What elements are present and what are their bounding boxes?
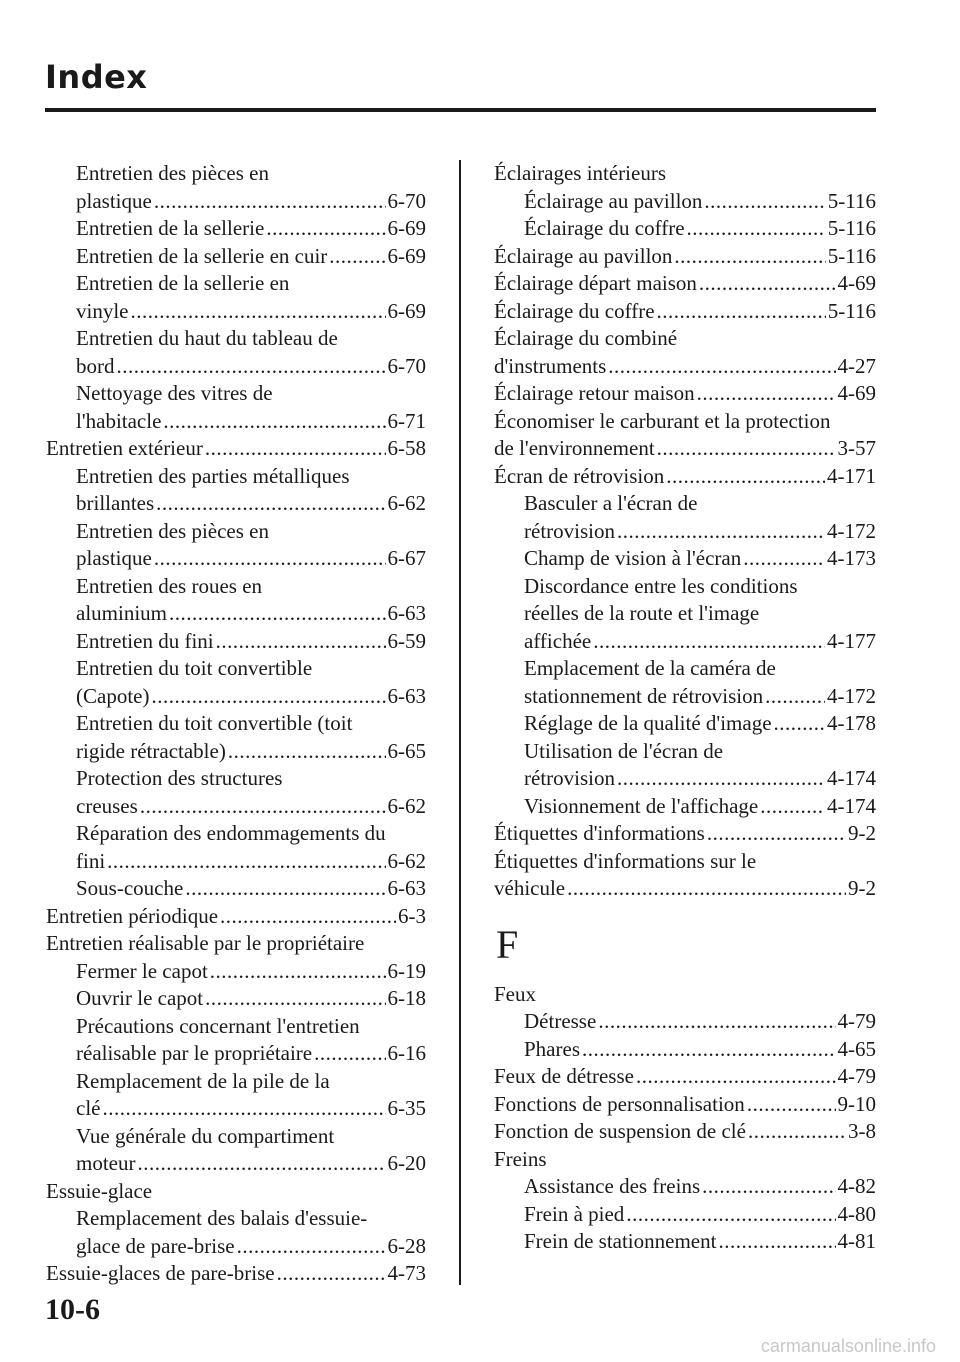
entry-text: réalisable par le propriétaire	[76, 1041, 313, 1065]
entry-text: Entretien extérieur	[46, 436, 203, 460]
page-reference: 4-174	[827, 766, 876, 790]
entry-text: Frein de stationnement	[524, 1229, 717, 1253]
index-subentry	[494, 738, 876, 793]
index-entry	[494, 380, 876, 408]
entry-text: Éclairage du coffre	[494, 298, 655, 323]
dot-leader	[774, 710, 825, 738]
page-reference: 6-62	[387, 793, 426, 818]
dot-leader	[593, 628, 825, 656]
index-subentry	[46, 325, 426, 380]
dot-leader	[102, 1095, 385, 1123]
entry-text: réelles de la route et l'image	[524, 601, 760, 625]
entry-text: Utilisation de l'écran de	[524, 738, 724, 763]
dot-leader	[266, 215, 385, 243]
page-reference: 4-81	[837, 1229, 876, 1253]
page-reference: 3-8	[848, 1119, 876, 1143]
entry-text: Remplacement des balais d'essuie-	[76, 1206, 368, 1230]
entry-text: Ouvrir le capot	[76, 986, 204, 1010]
page-reference: 5-116	[827, 243, 876, 268]
dot-leader	[747, 1091, 836, 1119]
header-rule	[45, 108, 876, 112]
page-reference: 5-116	[827, 216, 876, 240]
index-subentry	[46, 518, 426, 573]
entry-text: Protection des structures	[76, 766, 283, 790]
entry-text: Basculer a l'écran de	[524, 491, 698, 515]
page-reference: 4-27	[837, 353, 876, 378]
dot-leader	[277, 1260, 386, 1288]
entry-text: de l'environnement	[494, 436, 655, 460]
entry-text: Fermer le capot	[76, 958, 208, 983]
entry-text: Feux de détresse	[494, 1064, 634, 1088]
dot-leader	[748, 1118, 846, 1146]
page-reference: 4-80	[837, 1201, 876, 1226]
page-reference: 4-177	[827, 628, 876, 653]
index-subentry	[46, 1205, 426, 1260]
entry-text: plastique	[76, 546, 152, 570]
index-subentry	[494, 710, 876, 738]
page-number: 10-6	[45, 1293, 100, 1326]
entry-text: Entretien du haut du tableau de	[76, 326, 338, 350]
dot-leader	[666, 463, 825, 491]
index-subentry	[494, 573, 876, 656]
entry-text: rétrovision	[524, 518, 615, 543]
index-subentry	[46, 710, 426, 765]
index-subentry	[46, 1068, 426, 1123]
entry-text: Emplacement de la caméra de	[524, 656, 776, 680]
index-entry	[494, 820, 876, 848]
dot-leader	[117, 353, 386, 381]
index-entry	[494, 1118, 876, 1146]
entry-text: Entretien des roues en	[76, 573, 263, 598]
index-subentry	[494, 1173, 876, 1201]
entry-text: rétrovision	[524, 766, 615, 790]
entry-text: Entretien du toit convertible (toit	[76, 711, 353, 735]
index-subentry	[46, 215, 426, 243]
entry-text: Entretien réalisable par le propriétaire	[46, 931, 365, 955]
page-reference: 6-35	[387, 1096, 426, 1120]
index-entry	[494, 981, 876, 1009]
page-reference: 4-69	[837, 271, 876, 295]
entry-text: plastique	[76, 188, 152, 213]
dot-leader	[718, 1228, 835, 1256]
index-entry	[494, 1063, 876, 1091]
entry-text: Remplacement de la pile de la	[76, 1068, 330, 1093]
dot-leader	[657, 435, 836, 463]
column-divider	[459, 160, 461, 1285]
dot-leader	[154, 545, 386, 573]
page-reference: 4-82	[837, 1174, 876, 1198]
entry-text: Éclairage du coffre	[524, 216, 685, 240]
entry-text: Discordance entre les conditions	[524, 573, 798, 598]
entry-text: Précautions concernant l'entretien	[76, 1013, 360, 1038]
dot-leader	[697, 380, 836, 408]
dot-leader	[314, 1040, 385, 1068]
index-subentry	[46, 1123, 426, 1178]
page-reference: 6-63	[387, 683, 426, 708]
entry-text: fini	[76, 848, 106, 873]
index-subentry	[46, 628, 426, 656]
dot-leader	[674, 243, 825, 271]
index-entry	[46, 903, 426, 931]
dot-leader	[137, 1150, 385, 1178]
dot-leader	[169, 600, 386, 628]
index-subentry	[46, 160, 426, 215]
dot-leader	[765, 683, 825, 711]
index-entry	[494, 270, 876, 298]
entry-text: clé	[76, 1096, 101, 1120]
page-reference: 4-173	[827, 546, 876, 570]
entry-text: Phares	[524, 1036, 580, 1061]
index-subentry	[46, 875, 426, 903]
page-reference: 4-65	[837, 1036, 876, 1061]
page-reference: 4-172	[827, 518, 876, 543]
entry-text: brillantes	[76, 491, 155, 515]
entry-text: Fonctions de personnalisation	[494, 1091, 745, 1116]
entry-text: l'habitacle	[76, 408, 162, 433]
page-reference: 4-73	[387, 1261, 426, 1285]
index-subentry	[494, 1008, 876, 1036]
dot-leader	[154, 188, 386, 216]
dot-leader	[743, 545, 825, 573]
index-subentry	[46, 270, 426, 325]
entry-text: vinyle	[76, 298, 129, 323]
dot-leader	[156, 490, 385, 518]
entry-text: Éclairage du combiné	[494, 326, 678, 350]
entry-text: véhicule	[494, 876, 566, 900]
page-reference: 9-10	[837, 1091, 876, 1116]
index-entry	[494, 160, 876, 188]
page-reference: 5-116	[827, 298, 876, 323]
entry-text: Entretien de la sellerie	[76, 216, 265, 240]
page-reference: 6-59	[387, 628, 426, 653]
entry-text: Éclairage au pavillon	[524, 188, 703, 213]
page-reference: 4-79	[837, 1064, 876, 1088]
index-subentry	[494, 188, 876, 216]
entry-text: Détresse	[524, 1009, 597, 1033]
entry-text: Essuie-glaces de pare-brise	[46, 1261, 275, 1285]
page-reference: 6-58	[387, 436, 426, 460]
entry-text: Éclairage retour maison	[494, 381, 695, 405]
page-reference: 6-65	[387, 738, 426, 763]
dot-leader	[205, 435, 386, 463]
section-letter: F	[496, 921, 519, 967]
page-reference: 6-19	[387, 958, 426, 983]
entry-text: Entretien du fini	[76, 628, 214, 653]
dot-leader	[220, 903, 396, 931]
dot-leader	[131, 298, 386, 326]
entry-text: Entretien du toit convertible	[76, 656, 313, 680]
index-entry	[494, 463, 876, 491]
entry-text: Freins	[494, 1146, 547, 1171]
entry-text: Feux	[494, 981, 536, 1006]
index-entry	[494, 408, 876, 463]
index-subentry	[46, 958, 426, 986]
page-reference: 6-62	[387, 848, 426, 873]
page-reference: 4-79	[837, 1009, 876, 1033]
entry-text: d'instruments	[494, 353, 607, 378]
index-subentry	[46, 380, 426, 435]
index-subentry	[46, 243, 426, 271]
entry-text: stationnement de rétrovision	[524, 683, 764, 708]
page-reference: 9-2	[848, 821, 876, 845]
entry-text: Économiser le carburant et la protection	[494, 408, 831, 433]
dot-leader	[598, 1008, 835, 1036]
dot-leader	[140, 793, 386, 821]
left-column	[46, 160, 426, 1288]
index-subentry	[494, 1036, 876, 1064]
dot-leader	[228, 738, 386, 766]
dot-leader	[237, 1233, 386, 1261]
dot-leader	[567, 875, 846, 903]
index-subentry	[494, 1201, 876, 1229]
page-reference: 6-71	[387, 408, 426, 433]
index-entry	[46, 1260, 426, 1288]
entry-text: Réparation des endommagements du	[76, 821, 386, 845]
index-entry	[46, 1178, 426, 1206]
index-entry	[494, 1091, 876, 1119]
dot-leader	[699, 270, 836, 298]
dot-leader	[608, 353, 835, 381]
entry-text: Éclairages intérieurs	[494, 161, 666, 185]
entry-text: Écran de rétrovision	[494, 463, 665, 488]
entry-text: creuses	[76, 793, 138, 818]
index-entry	[494, 243, 876, 271]
entry-text: moteur	[76, 1151, 136, 1175]
page-reference: 6-63	[387, 876, 426, 900]
page-reference: 6-3	[398, 903, 426, 928]
index-subentry	[46, 985, 426, 1013]
entry-text: Sous-couche	[76, 876, 184, 900]
index-entry	[494, 325, 876, 380]
entry-text: Vue générale du compartiment	[76, 1123, 335, 1148]
index-subentry	[46, 820, 426, 875]
dot-leader	[151, 683, 385, 711]
page-reference: 4-69	[837, 381, 876, 405]
page-reference: 6-70	[387, 188, 426, 213]
entry-text: Entretien de la sellerie en	[76, 271, 290, 295]
entry-text: Éclairage départ maison	[494, 271, 697, 295]
entry-text: affichée	[524, 628, 592, 653]
entry-text: Assistance des freins	[524, 1174, 701, 1198]
entry-text: Frein à pied	[524, 1201, 625, 1226]
dot-leader	[216, 628, 386, 656]
index-entry	[494, 848, 876, 903]
entry-text: Étiquettes d'informations sur le	[494, 848, 757, 873]
dot-leader	[704, 188, 825, 216]
page-reference: 6-63	[387, 601, 426, 625]
index-subentry	[494, 545, 876, 573]
page-reference: 3-57	[837, 436, 876, 460]
entry-text: Entretien des pièces en	[76, 161, 269, 185]
dot-leader	[185, 875, 385, 903]
dot-leader	[617, 518, 825, 546]
page-reference: 6-69	[387, 216, 426, 240]
entry-text: Visionnement de l'affichage	[524, 793, 759, 818]
right-column	[494, 160, 876, 1256]
entry-text: glace de pare-brise	[76, 1233, 235, 1258]
entry-text: Entretien des pièces en	[76, 518, 269, 543]
dot-leader	[163, 408, 385, 436]
page-reference: 6-18	[387, 986, 426, 1010]
index-subentry	[46, 573, 426, 628]
page-reference: 5-116	[827, 188, 876, 213]
entry-text: Essuie-glace	[46, 1178, 153, 1203]
page-reference: 4-174	[827, 793, 876, 818]
index-subentry	[494, 793, 876, 821]
index-entry	[494, 298, 876, 326]
index-subentry	[494, 490, 876, 545]
dot-leader	[210, 958, 386, 986]
page-reference: 6-67	[387, 546, 426, 570]
page-reference: 6-20	[387, 1151, 426, 1175]
entry-text: Entretien des parties métalliques	[76, 463, 350, 488]
dot-leader	[582, 1036, 836, 1064]
dot-leader	[702, 1173, 835, 1201]
page-reference: 6-69	[387, 243, 426, 268]
dot-leader	[617, 765, 825, 793]
page-title: Index	[45, 58, 148, 96]
page-reference: 4-172	[827, 683, 876, 708]
entry-text: Éclairage au pavillon	[494, 243, 673, 268]
dot-leader	[687, 215, 826, 243]
index-entry	[46, 435, 426, 463]
index-subentry	[494, 215, 876, 243]
entry-text: Réglage de la qualité d'image	[524, 711, 772, 735]
page-reference: 4-171	[827, 463, 876, 488]
entry-text: bord	[76, 353, 115, 378]
entry-text: (Capote)	[76, 683, 150, 708]
index-subentry	[46, 1013, 426, 1068]
entry-text: Nettoyage des vitres de	[76, 381, 273, 405]
dot-leader	[329, 243, 385, 271]
dot-leader	[205, 985, 385, 1013]
page-reference: 6-16	[387, 1041, 426, 1065]
index-subentry	[494, 1228, 876, 1256]
entry-text: Entretien de la sellerie en cuir	[76, 243, 328, 268]
index-subentry	[46, 655, 426, 710]
page-reference: 6-28	[387, 1233, 426, 1258]
dot-leader	[760, 793, 825, 821]
page-reference: 6-69	[387, 298, 426, 323]
page-reference: 9-2	[848, 876, 876, 900]
dot-leader	[707, 820, 846, 848]
entry-text: Étiquettes d'informations	[494, 821, 705, 845]
entry-text: Champ de vision à l'écran	[524, 546, 742, 570]
index-subentry	[46, 463, 426, 518]
dot-leader	[636, 1063, 836, 1091]
index-entry	[494, 1146, 876, 1174]
dot-leader	[107, 848, 385, 876]
page-reference: 4-178	[827, 711, 876, 735]
entry-text: Fonction de suspension de clé	[494, 1119, 746, 1143]
watermark: carmanualsonline.info	[760, 1336, 936, 1356]
entry-text: Entretien périodique	[46, 903, 219, 928]
index-subentry	[494, 655, 876, 710]
page-reference: 6-70	[387, 353, 426, 378]
entry-text: aluminium	[76, 601, 167, 625]
page-reference: 6-62	[387, 491, 426, 515]
index-subentry	[46, 765, 426, 820]
dot-leader	[626, 1201, 835, 1229]
entry-text: rigide rétractable)	[76, 738, 226, 763]
index-entry	[46, 930, 426, 958]
dot-leader	[657, 298, 826, 326]
